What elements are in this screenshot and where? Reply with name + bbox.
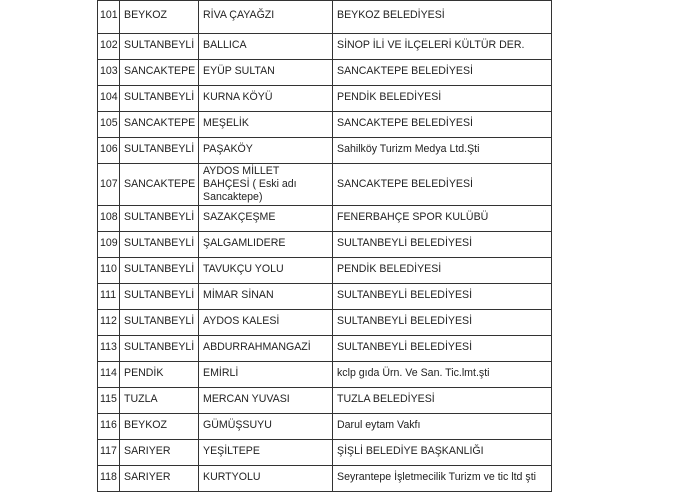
organization-cell: SANCAKTEPE BELEDİYESİ (333, 164, 552, 206)
table-row (98, 112, 552, 138)
place-cell: SAZAKÇEŞME (199, 206, 333, 232)
row-number: 106 (98, 138, 120, 164)
organization-cell: PENDİK BELEDİYESİ (333, 258, 552, 284)
table-row (98, 362, 552, 388)
district-cell: PENDİK (120, 362, 199, 388)
organization-cell: Darul eytam Vakfı (333, 414, 552, 440)
row-number: 111 (98, 284, 120, 310)
row-number: 115 (98, 388, 120, 414)
district-cell: SANCAKTEPE (120, 60, 199, 86)
place-cell: RİVA ÇAYAĞZI (199, 1, 333, 34)
row-number: 102 (98, 34, 120, 60)
row-number: 117 (98, 440, 120, 466)
district-cell: SULTANBEYLİ (120, 86, 199, 112)
organization-cell: SULTANBEYLİ BELEDİYESİ (333, 310, 552, 336)
place-cell: TAVUKÇU YOLU (199, 258, 333, 284)
organization-cell: SULTANBEYLİ BELEDİYESİ (333, 336, 552, 362)
row-number: 104 (98, 86, 120, 112)
place-cell: KURTYOLU (199, 466, 333, 492)
district-cell: SULTANBEYLİ (120, 206, 199, 232)
place-cell: YEŞİLTEPE (199, 440, 333, 466)
table-row (98, 414, 552, 440)
place-cell: MEŞELİK (199, 112, 333, 138)
row-number: 110 (98, 258, 120, 284)
row-number: 108 (98, 206, 120, 232)
place-cell: EYÜP SULTAN (199, 60, 333, 86)
table-row (98, 336, 552, 362)
organization-cell: ŞİŞLİ BELEDİYE BAŞKANLIĞI (333, 440, 552, 466)
table-row (98, 164, 552, 206)
district-cell: SULTANBEYLİ (120, 258, 199, 284)
table-row (98, 232, 552, 258)
district-cell: SULTANBEYLİ (120, 138, 199, 164)
organization-cell: SANCAKTEPE BELEDİYESİ (333, 112, 552, 138)
forest-allocation-table (97, 0, 552, 492)
organization-cell: SANCAKTEPE BELEDİYESİ (333, 60, 552, 86)
place-cell: ABDURRAHMANGAZİ (199, 336, 333, 362)
place-cell: KURNA KÖYÜ (199, 86, 333, 112)
organization-cell: SULTANBEYLİ BELEDİYESİ (333, 284, 552, 310)
district-cell: BEYKOZ (120, 414, 199, 440)
district-cell: SULTANBEYLİ (120, 284, 199, 310)
row-number: 103 (98, 60, 120, 86)
district-cell: TUZLA (120, 388, 199, 414)
organization-cell: kclp gıda Ürn. Ve San. Tic.lmt.şti (333, 362, 552, 388)
row-number: 112 (98, 310, 120, 336)
table-row (98, 388, 552, 414)
row-number: 113 (98, 336, 120, 362)
district-cell: SANCAKTEPE (120, 164, 199, 206)
table-row (98, 34, 552, 60)
table-row (98, 466, 552, 492)
organization-cell: TUZLA BELEDİYESİ (333, 388, 552, 414)
table-row (98, 284, 552, 310)
table-row (98, 440, 552, 466)
table-row (98, 60, 552, 86)
place-cell: MERCAN YUVASI (199, 388, 333, 414)
district-cell: SARIYER (120, 440, 199, 466)
district-cell: BEYKOZ (120, 1, 199, 34)
place-cell: EMİRLİ (199, 362, 333, 388)
organization-cell: FENERBAHÇE SPOR KULÜBÜ (333, 206, 552, 232)
district-cell: SULTANBEYLİ (120, 232, 199, 258)
table-row (98, 206, 552, 232)
row-number: 116 (98, 414, 120, 440)
organization-cell: PENDİK BELEDİYESİ (333, 86, 552, 112)
row-number: 107 (98, 164, 120, 206)
place-cell: AYDOS KALESİ (199, 310, 333, 336)
place-cell: MİMAR SİNAN (199, 284, 333, 310)
district-cell: SARIYER (120, 466, 199, 492)
table-row (98, 138, 552, 164)
row-number: 109 (98, 232, 120, 258)
place-cell: BALLICA (199, 34, 333, 60)
organization-cell: BEYKOZ BELEDİYESİ (333, 1, 552, 34)
place-cell: AYDOS MİLLET BAHÇESİ ( Eski adı Sancaktepe) (199, 164, 333, 206)
district-cell: SULTANBEYLİ (120, 310, 199, 336)
table-row (98, 310, 552, 336)
organization-cell: Seyrantepe İşletmecilik Turizm ve tic ltd şti (333, 466, 552, 492)
place-cell: GÜMÜŞSUYU (199, 414, 333, 440)
place-cell: PAŞAKÖY (199, 138, 333, 164)
organization-cell: Sahilköy Turizm Medya Ltd.Şti (333, 138, 552, 164)
district-cell: SULTANBEYLİ (120, 34, 199, 60)
place-cell: ŞALGAMLIDERE (199, 232, 333, 258)
forest-allocation-table-container (97, 0, 551, 492)
district-cell: SANCAKTEPE (120, 112, 199, 138)
table-row (98, 1, 552, 34)
row-number: 105 (98, 112, 120, 138)
row-number: 114 (98, 362, 120, 388)
organization-cell: SİNOP İLİ VE İLÇELERİ KÜLTÜR DER. (333, 34, 552, 60)
organization-cell: SULTANBEYLİ BELEDİYESİ (333, 232, 552, 258)
table-row (98, 86, 552, 112)
row-number: 118 (98, 466, 120, 492)
district-cell: SULTANBEYLİ (120, 336, 199, 362)
row-number: 101 (98, 1, 120, 34)
table-row (98, 258, 552, 284)
